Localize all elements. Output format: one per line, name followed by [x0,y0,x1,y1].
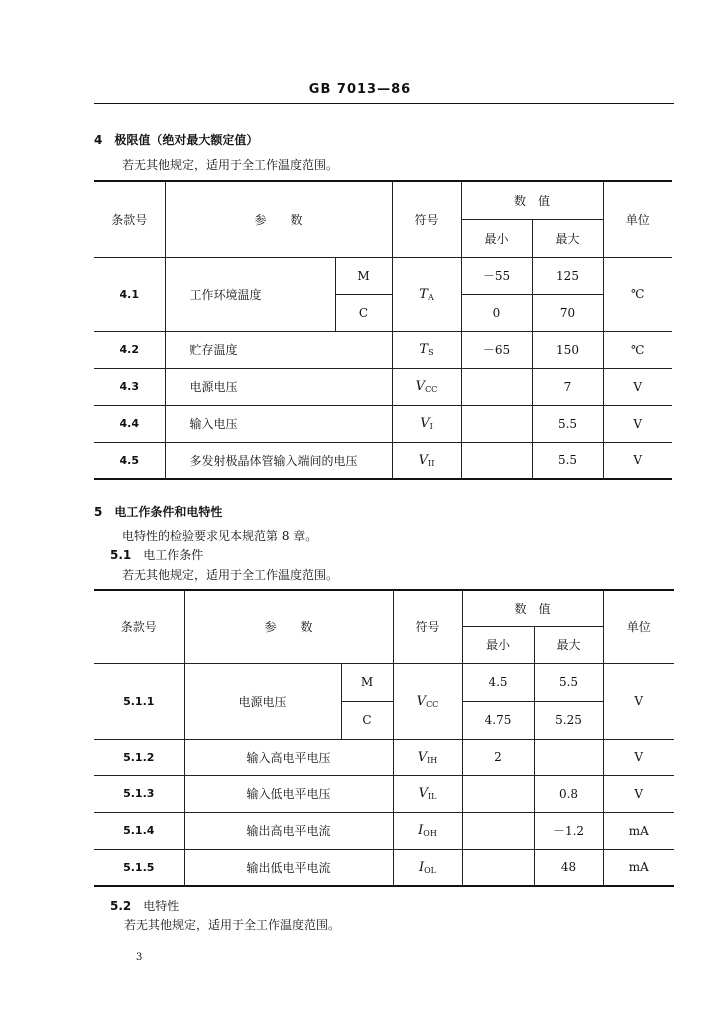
header-clause: 条款号 [94,181,165,257]
symbol-5-1-2 [393,739,462,775]
param-4-2: 贮存温度 [165,331,392,368]
clause-4-2: 4.2 [94,331,165,368]
max-5-1-2 [534,739,603,775]
header-values: 数 值 [462,590,603,626]
section-5-title: 电工作条件和电特性 [114,505,223,519]
clause-5-1-5: 5.1.5 [94,849,184,886]
clause-4-5: 4.5 [94,442,165,479]
header-min: 最小 [461,219,532,257]
max-4-2: 150 [532,331,603,368]
symbol-5-1-4 [393,812,462,849]
limits-table [94,180,672,480]
section-5-2-number: 5.2 [110,899,132,913]
symbol-subscript: I [429,422,433,431]
symbol-subscript: IH [427,755,438,765]
symbol-letter: I [418,823,424,838]
symbol-5-1-1 [393,663,462,739]
section-5-1-number: 5.1 [110,548,132,562]
section-4-title: 极限值（绝对最大额定值） [114,133,259,147]
param-5-1-1: 电源电压 [184,663,341,739]
symbol-subscript: II [428,458,435,468]
header-param: 参 数 [165,181,392,257]
section-4-number: 4 [94,133,103,147]
clause-4-1: 4.1 [94,257,165,331]
unit-4-4: V [603,405,672,442]
min-5-1-1-m: 4.5 [462,663,534,701]
param-4-4: 输入电压 [165,405,392,442]
max-5-1-3: 0.8 [534,775,603,812]
clause-5-1-1: 5.1.1 [94,663,184,739]
max-5-1-1-c: 5.25 [534,701,603,739]
symbol-subscript: CC [425,385,438,394]
section-5-number: 5 [94,505,103,519]
symbol-subscript: S [428,348,434,357]
min-5-1-4 [462,812,534,849]
clause-5-1-4: 5.1.4 [94,812,184,849]
symbol-letter: V [417,749,428,765]
unit-4-2: ℃ [603,331,672,368]
unit-5-1-5: mA [603,849,674,886]
grade-m: M [341,663,393,701]
param-5-1-5: 输出低电平电流 [184,849,393,886]
max-5-1-1-m: 5.5 [534,663,603,701]
min-5-1-3 [462,775,534,812]
symbol-subscript: OL [424,865,436,875]
header-values: 数 值 [461,181,603,219]
symbol-4-4 [392,405,461,442]
grade-c: C [341,701,393,739]
param-4-3: 电源电压 [165,368,392,405]
symbol-letter: V [420,416,430,431]
symbol-letter: I [418,859,425,875]
min-4-1-c: 0 [461,294,532,331]
min-4-1-m: －55 [461,257,532,294]
symbol-subscript: CC [426,699,439,709]
max-4-3: 7 [532,368,603,405]
symbol-4-5 [392,442,461,479]
section-4-heading [94,131,258,148]
grade-m: M [335,257,392,294]
section-5-heading [94,503,222,520]
unit-4-3: V [603,368,672,405]
header-min: 最小 [462,626,534,663]
min-4-2: －65 [461,331,532,368]
section-4-intro: 若无其他规定，适用于全工作温度范围。 [122,158,339,172]
unit-4-5: V [603,442,672,479]
clause-4-4: 4.4 [94,405,165,442]
unit-5-1-3: V [603,775,674,812]
min-4-4 [461,405,532,442]
unit-5-1-4: mA [603,812,674,849]
min-5-1-5 [462,849,534,886]
symbol-subscript: OH [423,829,437,838]
symbol-5-1-5 [393,849,462,886]
unit-4-1: ℃ [603,257,672,331]
section-5-1-intro: 若无其他规定，适用于全工作温度范围。 [122,568,339,582]
symbol-letter: T [419,342,429,357]
param-4-1: 工作环境温度 [165,257,335,331]
clause-5-1-2: 5.1.2 [94,739,184,775]
unit-5-1-1: V [603,663,674,739]
header-max: 最大 [532,219,603,257]
operating-conditions-table [94,589,674,887]
max-4-1-c: 70 [532,294,603,331]
unit-5-1-2: V [603,739,674,775]
header-unit: 单位 [603,590,674,663]
document-code: GB 7013—86 [308,82,412,97]
param-5-1-2: 输入高电平电压 [184,739,393,775]
clause-5-1-3: 5.1.3 [94,775,184,812]
symbol-4-1 [392,257,461,331]
symbol-subscript: A [427,292,434,302]
param-4-5: 多发射极晶体管输入端间的电压 [165,442,392,479]
header-unit: 单位 [603,181,672,257]
symbol-subscript: IL [427,792,437,801]
param-5-1-4: 输出高电平电流 [184,812,393,849]
page-number: 3 [136,952,143,963]
symbol-letter: V [416,693,427,709]
section-5-intro: 电特性的检验要求见本规范第 8 章。 [122,529,318,543]
symbol-letter: V [415,379,426,394]
header-symbol: 符号 [393,590,462,663]
header-symbol: 符号 [392,181,461,257]
symbol-5-1-3 [393,775,462,812]
symbol-letter: V [418,452,429,468]
max-4-5: 5.5 [532,442,603,479]
max-5-1-5: 48 [534,849,603,886]
header-param: 参 数 [184,590,393,663]
header-max: 最大 [534,626,603,663]
symbol-4-2 [392,331,461,368]
section-5-2-intro: 若无其他规定，适用于全工作温度范围。 [124,918,341,932]
min-4-5 [461,442,532,479]
min-4-3 [461,368,532,405]
section-5-1-title: 电工作条件 [143,548,204,562]
section-5-2-title: 电特性 [143,899,180,913]
grade-c: C [335,294,392,331]
param-5-1-3: 输入低电平电压 [184,775,393,812]
section-5-2-heading [110,897,179,914]
min-5-1-1-c: 4.75 [462,701,534,739]
clause-4-3: 4.3 [94,368,165,405]
max-4-1-m: 125 [532,257,603,294]
max-5-1-4: －1.2 [534,812,603,849]
min-5-1-2: 2 [462,739,534,775]
symbol-letter: V [418,786,428,801]
symbol-letter: T [419,286,428,302]
max-4-4: 5.5 [532,405,603,442]
symbol-4-3 [392,368,461,405]
section-5-1-heading [110,546,203,563]
header-clause: 条款号 [94,590,184,663]
header-rule [94,103,674,104]
